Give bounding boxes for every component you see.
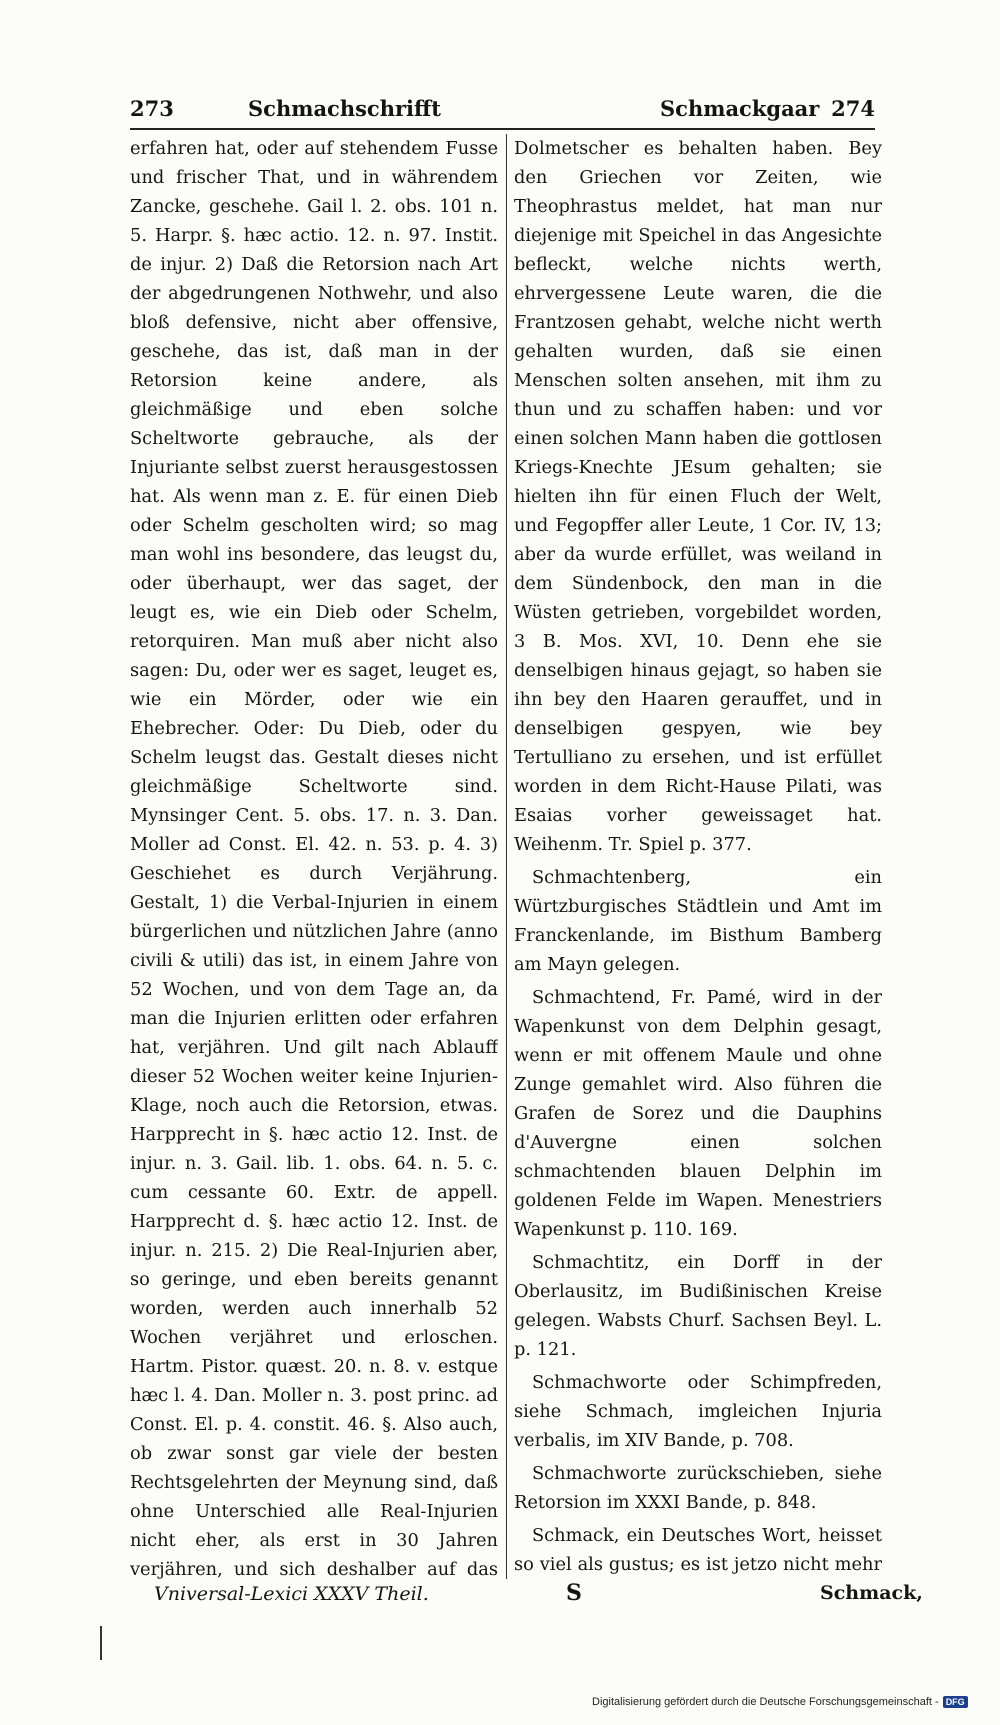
right-running-title: Schmackgaar bbox=[660, 96, 820, 121]
right-page-number: 274 bbox=[831, 96, 875, 121]
entry-schmack: Schmack, ein Deutsches Wort, heisset so viel als gustus; es ist jetzo nicht mehr bbox=[514, 1525, 882, 1575]
left-page-number: 273 bbox=[130, 96, 174, 121]
signature-mark: S bbox=[566, 1580, 582, 1606]
right-column bbox=[514, 134, 882, 1579]
left-column bbox=[130, 134, 498, 1579]
entry-schmachtend: Schmachtend, Fr. Pamé, wird in der Wapenkunst von dem Delphin gesagt, wenn er mit offenem Maule und ohne Zunge gemahlet wird. Also führen die Grafen de Sorez und die Dauphins d'Auvergne einen solchen schmachtenden blauen Delphin im goldenen Felde im Wapen. Menestriers Wapenkunst p. 110. 169. bbox=[514, 987, 882, 1240]
running-header bbox=[130, 96, 875, 130]
entry-schmachworte-zurueckschieben: Schmachworte zurückschieben, siehe Retorsion im XXXI Bande, p. 848. bbox=[514, 1463, 882, 1513]
paragraph-retorsion: erfahren hat, oder auf stehendem Fusse und frischer That, und in währendem Zancke, geschehe. Gail l. 2. obs. 101 n. 5. Harpr. §. hæc actio. 12. n. 97. Instit. de injur. 2) Daß die Retorsion nach Art der abgedrungenen Nothwehr, und also bloß defensive, nicht aber offensive, geschehe, das ist, daß man in der Retorsion keine andere, als gleichmäßige und eben solche Scheltworte gebrauche, als der Injuriante selbst zuerst herausgestossen hat. Als wenn man z. E. für einen Dieb oder Schelm gescholten wird; so mag man wohl ins besondere, das leugst du, oder überhaupt, wer das saget, der leugt es, wie ein Dieb oder Schelm, retorquiren. Man muß aber nicht also sagen: Du, oder wer es saget, leuget es, wie ein Mörder, oder wie ein Ehebrecher. Oder: Du Dieb, oder du Schelm leugst das. Gestalt dieses nicht gleichmäßige Scheltworte sind. Mynsinger Cent. 5. obs. 17. n. 3. Dan. Moller ad Const. El. 42. n. 53. p. 4. 3) Geschiehet es durch Verjährung. Gestalt, 1) die Verbal-Injurien in einem bürgerlichen und nützlichen Jahre (anno civili & utili) das ist, in einem Jahre von 52 Wochen, und von dem Tage an, da man die Injurien erlitten oder erfahren hat, verjähren. Und gilt nach Ablauff dieser 52 Wochen weiter keine Injurien-Klage, noch auch die Retorsion, etwas. Harpprecht in §. hæc actio 12. Inst. de injur. n. 3. Gail. lib. 1. obs. 64. n. 5. c. cum cessante 60. Extr. de appell. Harpprecht d. §. hæc actio 12. Inst. de injur. n. 215. 2) Die Real-Injurien aber, so geringe, und eben bereits genannt worden, werden auch innerhalb 52 Wochen verjähret und erloschen. Hartm. Pistor. quæst. 20. n. 8. v. estque hæc l. 4. Dan. Moller n. 3. post princ. ad Const. El. p. 4. constit. 46. §. Also auch, ob zwar sonst gar viele der besten Rechtsgelehrten der Meynung sind, daß ohne Unterschied alle Real-Injurien nicht eher, als erst in 30 Jahren verjähren, und sich deshalber auf das bbox=[130, 138, 498, 1579]
paragraph-dolmetscher: Dolmetscher es behalten haben. Bey den Griechen vor Zeiten, wie Theophrastus meldet, hat man nur diejenige mit Speichel in das Angesichte befleckt, welche nichts werth, ehrvergessene Leute waren, die die Frantzosen gehabt, welche nicht werth gehalten wurden, daß sie einen Menschen solten ansehen, mit ihm zu thun und zu schaffen haben: und vor einen solchen Mann haben die gottlosen Kriegs-Knechte JEsum gehalten; sie hielten ihn für einen Fluch der Welt, und Fegopffer aller Leute, 1 Cor. IV, 13; aber da wurde erfüllet, was weiland in dem Sündenbock, den man in die Wüsten getrieben, vorgebildet worden, 3 B. Mos. XVI, 10. Denn ehe sie denselbigen hinaus gejagt, so haben sie ihn bey den Haaren gerauffet, und in denselbigen gespyen, wie bey Tertulliano zu ersehen, und ist erfüllet worden in dem Richt-Hause Pilati, was Esaias vorher geweissaget hat. Weihenm. Tr. Spiel p. 377. bbox=[514, 138, 882, 855]
dfg-logo: DFG bbox=[943, 1696, 968, 1708]
column-divider bbox=[506, 134, 507, 1579]
margin-mark bbox=[100, 1626, 102, 1660]
digitization-credit bbox=[592, 1696, 968, 1708]
entry-schmachtitz: Schmachtitz, ein Dorff in der Oberlausitz, im Budißinischen Kreise gelegen. Wabsts Churf. Sachsen Beyl. L. p. 121. bbox=[514, 1252, 882, 1360]
entry-schmachworte: Schmachworte oder Schimpfreden, siehe Schmach, imgleichen Injuria verbalis, im XIV Bande, p. 708. bbox=[514, 1372, 882, 1451]
entry-schmachtenberg: Schmachtenberg, ein Würtzburgisches Städtlein und Amt im Franckenlande, im Bisthum Bamberg am Mayn gelegen. bbox=[514, 867, 882, 975]
catchword: Schmack, bbox=[820, 1582, 923, 1604]
credit-text: Digitalisierung gefördert durch die Deutsche Forschungsgemeinschaft - bbox=[592, 1696, 939, 1708]
printer-signature: Vniversal-Lexici XXXV Theil. bbox=[154, 1583, 429, 1605]
left-running-title: Schmachschrifft bbox=[248, 96, 441, 121]
header-rule bbox=[130, 128, 875, 130]
